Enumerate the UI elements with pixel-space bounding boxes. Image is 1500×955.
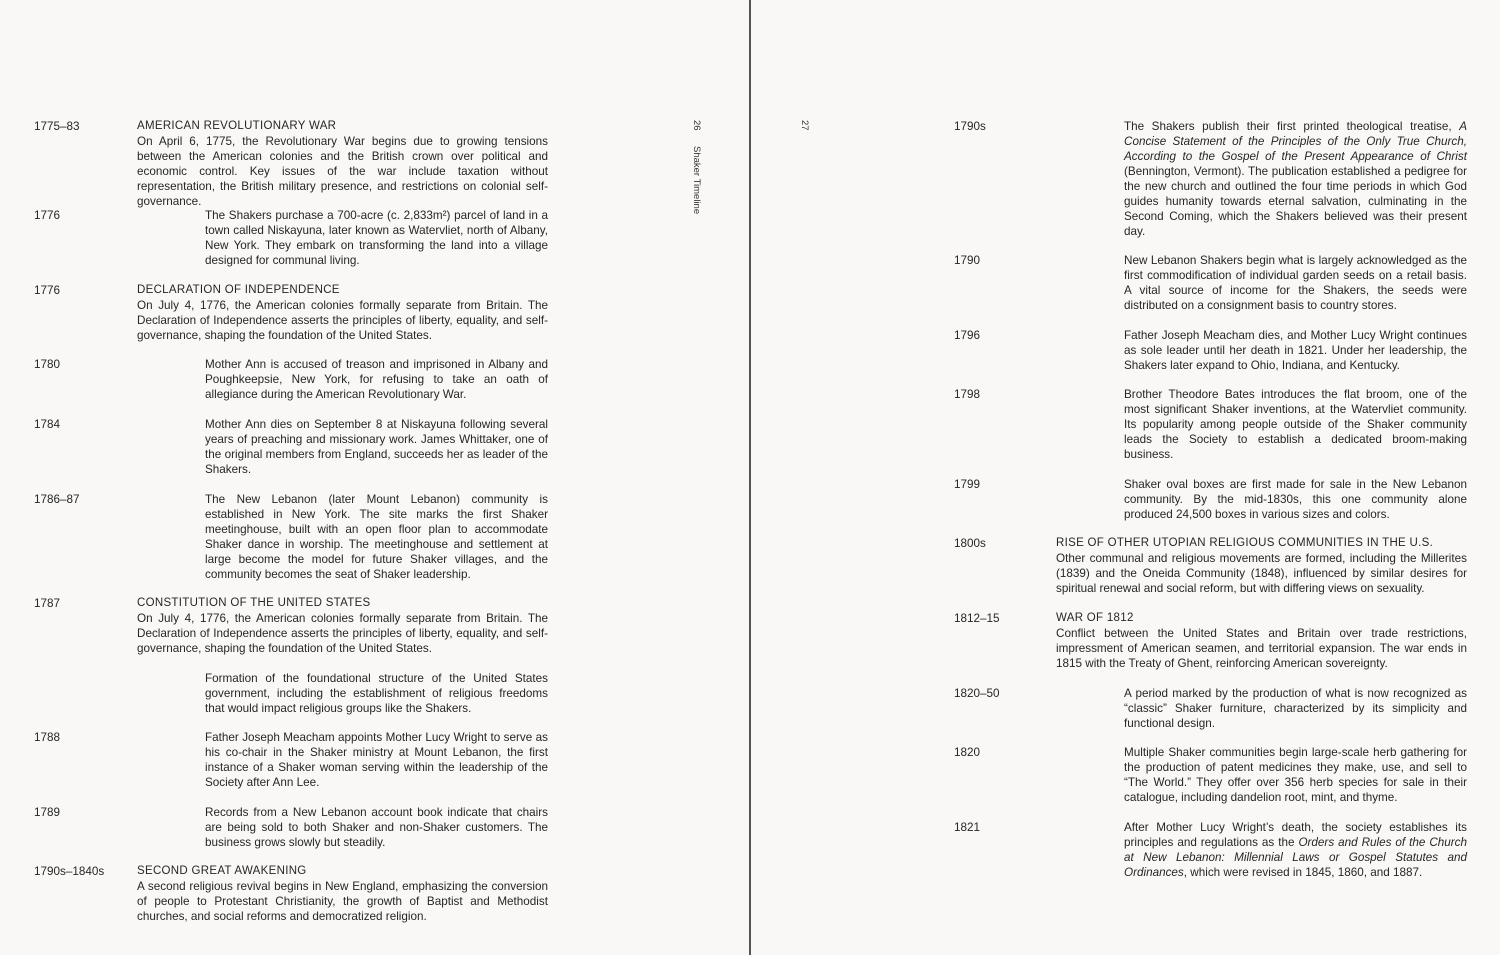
rules-title: Orders and Rules of the Church at New Lebanon: Millennial Laws or Gospel Statutes and Ordinances	[1124, 836, 1467, 879]
entry-text: The Shakers purchase a 700-acre (c. 2,833m²) parcel of land in a town called Niskayuna, later known as Watervliet, north of Albany, New York. They embark on transforming the land into a village designed for communal living.	[205, 209, 548, 267]
entry-text: New Lebanon Shakers begin what is largely acknowledged as the first commodification of individual garden seeds on a retail basis. A vital source of income for the Shakers, the seeds were distributed on a consignment basis to country stores.	[1124, 254, 1467, 312]
entry-heading: AMERICAN REVOLUTIONARY WAR	[137, 120, 337, 132]
entry-text: Shaker oval boxes are first made for sale in the New Lebanon community. By the mid-1830s, this one community alone produced 24,500 boxes in various sizes and colors.	[1124, 478, 1467, 521]
entry-text: On July 4, 1776, the American colonies formally separate from Britain. The Declaration of Independence asserts the principles of liberty, equality, and self-governance, shaping the foundation of the United States.	[137, 612, 548, 655]
entry-year: 1775–83	[34, 120, 80, 133]
entry-year: 1796	[954, 329, 981, 342]
entry-year: 1784	[34, 418, 61, 431]
entry-text: Formation of the foundational structure of the United States government, including the establishment of religious freedoms that would impact religious groups like the Shakers.	[205, 672, 548, 715]
entry-year: 1790s–1840s	[34, 865, 105, 878]
entry-text: After Mother Lucy Wright’s death, the society establishes its principles and regulations as the Orders and Rules of the Church at New Lebanon: Millennial Laws or Gospel Statutes and Ordinances, which were revised in 1845, 1860, and 1887.	[1124, 821, 1467, 879]
entry-text: Records from a New Lebanon account book indicate that chairs are being sold to both Shaker and non-Shaker customers. The business grows slowly but steadily.	[205, 806, 548, 849]
entry-text: Father Joseph Meacham dies, and Mother Lucy Wright continues as sole leader until her death in 1821. Under her leadership, the Shakers later expand to Ohio, Indiana, and Kentucky.	[1124, 329, 1467, 372]
entry-year: 1821	[954, 821, 981, 834]
entry-year: 1812–15	[954, 612, 1000, 625]
entry-text: Father Joseph Meacham appoints Mother Lucy Wright to serve as his co-chair in the Shaker ministry at Mount Lebanon, the first instance of a Shaker woman serving within the leadership of the Society after Ann Lee.	[205, 731, 548, 789]
entry-text: On July 4, 1776, the American colonies formally separate from Britain. The Declaration of Independence asserts the principles of liberty, equality, and self-governance, shaping the foundation of the United States.	[137, 299, 548, 342]
entry-text: Brother Theodore Bates introduces the flat broom, one of the most significant Shaker inventions, at the Watervliet community. Its popularity among people outside of the Shaker community leads the Society to establish a dedicated broom-making business.	[1124, 388, 1467, 461]
entry-year: 1820–50	[954, 687, 1000, 700]
entry-text: Mother Ann is accused of treason and imprisoned in Albany and Poughkeepsie, New York, for refusing to take an oath of allegiance during the American Revolutionary War.	[205, 358, 548, 401]
running-section-title: Shaker Timeline	[691, 146, 702, 215]
entry-text: A second religious revival begins in New England, emphasizing the conversion of people to Protestant Christianity, the growth of Baptist and Methodist churches, and social reforms and democratized religion.	[137, 880, 548, 923]
entry-heading: SECOND GREAT AWAKENING	[137, 865, 307, 877]
entry-heading: DECLARATION OF INDEPENDENCE	[137, 284, 340, 296]
entry-text: Conflict between the United States and Britain over trade restrictions, impressment of American seamen, and territorial expansion. The war ends in 1815 with the Treaty of Ghent, reinforcing American sovereignty.	[1056, 627, 1467, 670]
entry-year: 1776	[34, 284, 61, 297]
entry-text: A period marked by the production of what is now recognized as “classic” Shaker furniture, characterized by its simplicity and functional design.	[1124, 687, 1467, 730]
entry-text: The Shakers publish their first printed theological treatise, A Concise Statement of the Principles of the Only True Church, According to the Gospel of the Present Appearance of Christ (Bennington, Vermont). The publication established a pedigree for the new church and outlined the four time periods in which God guides humanity towards eternal salvation, culminating in the Second Coming, which the Shakers believed was their present day.	[1124, 120, 1467, 238]
entry-text: On April 6, 1775, the Revolutionary War begins due to growing tensions between the American colonies and the British crown over political and economic control. Key issues of the war include taxation without representation, the British military presence, and restrictions on colonial self-governance.	[137, 135, 548, 208]
entry-year: 1786–87	[34, 493, 80, 506]
entry-year: 1800s	[954, 537, 986, 550]
entry-year: 1799	[954, 478, 981, 491]
treatise-title: A Concise Statement of the Principles of the Only True Church, According to the Gospel of the Present Appearance of Christ	[1124, 120, 1467, 163]
entry-year: 1790	[954, 254, 981, 267]
left-page-number: 26	[691, 120, 702, 131]
entry-year: 1798	[954, 388, 981, 401]
entry-year: 1789	[34, 806, 61, 819]
entry-heading: RISE OF OTHER UTOPIAN RELIGIOUS COMMUNITIES IN THE U.S.	[1056, 537, 1434, 549]
entry-year: 1790s	[954, 120, 986, 133]
entry-heading: WAR OF 1812	[1056, 612, 1134, 624]
entry-year: 1788	[34, 731, 61, 744]
entry-text: Multiple Shaker communities begin large-scale herb gathering for the production of patent medicines they make, use, and sell to “The World.” They offer over 356 herb species for sale in their catalogue, including dandelion root, mint, and thyme.	[1124, 746, 1467, 804]
entry-text: Other communal and religious movements are formed, including the Millerites (1839) and the Oneida Community (1848), influenced by similar desires for spiritual renewal and social reform, but with differing views on sexuality.	[1056, 552, 1467, 595]
entry-year: 1776	[34, 209, 61, 222]
entry-year: 1820	[954, 746, 981, 759]
entry-text: Mother Ann dies on September 8 at Niskayuna following several years of preaching and missionary work. James Whittaker, one of the original members from England, succeeds her as leader of the Shakers.	[205, 418, 548, 476]
entry-year: 1787	[34, 597, 61, 610]
right-page	[751, 0, 1500, 955]
entry-heading: CONSTITUTION OF THE UNITED STATES	[137, 597, 371, 609]
entry-text: The New Lebanon (later Mount Lebanon) community is established in New York. The site marks the first Shaker meetinghouse, built with an open floor plan to accommodate Shaker dance in worship. The meetinghouse and settlement at large become the model for future Shaker villages, and the community becomes the seat of Shaker leadership.	[205, 493, 548, 581]
entry-year: 1780	[34, 358, 61, 371]
right-page-number: 27	[799, 120, 810, 131]
